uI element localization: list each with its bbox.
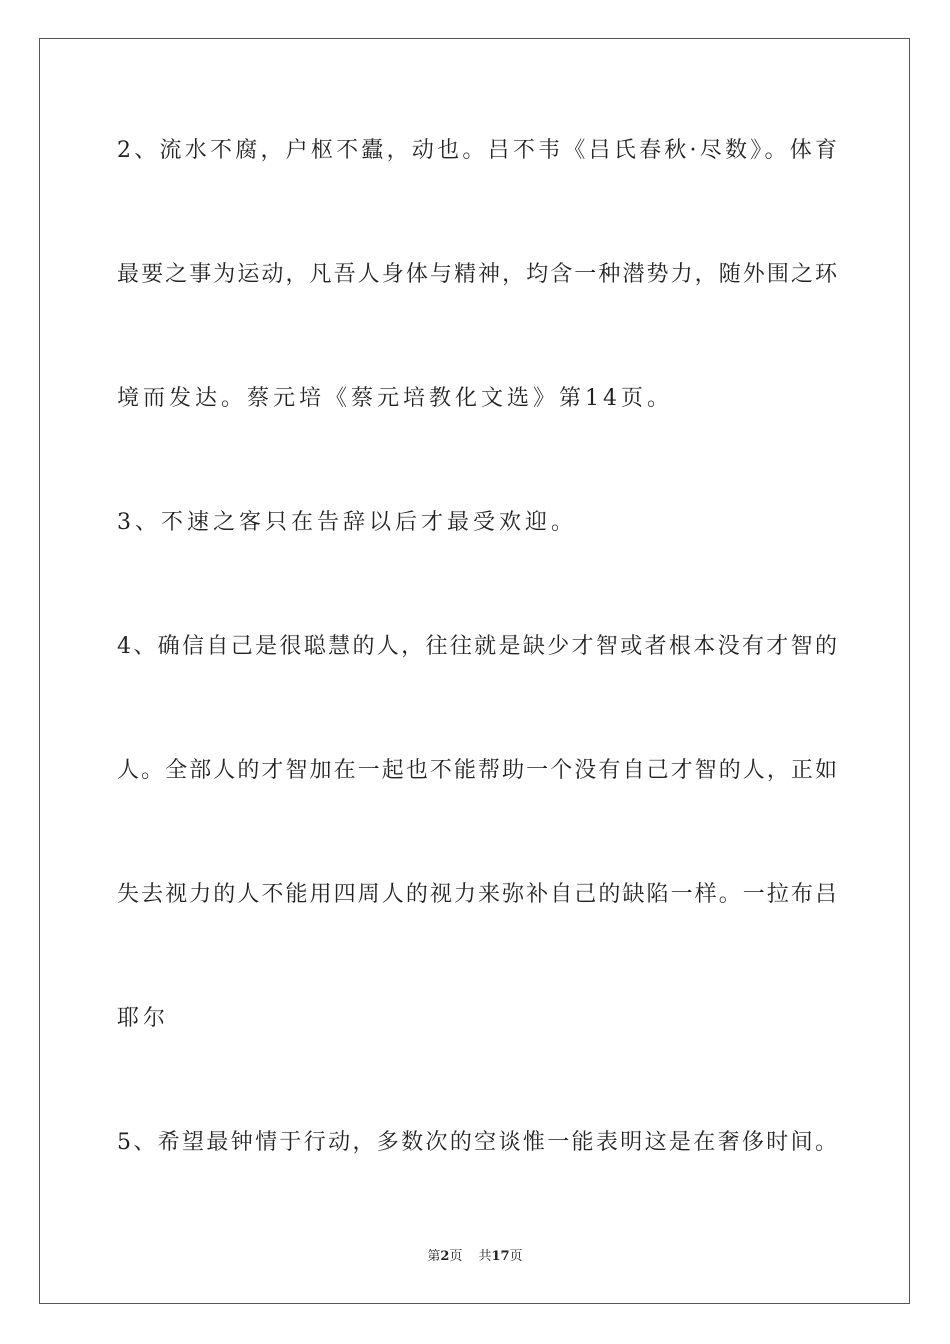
footer-total-prefix: 共 [478,1249,492,1264]
text-line-4: 3、不速之客只在告辞以后才最受欢迎。 [117,510,577,535]
text-line-1: 2、流水不腐，户枢不蠹，动也。吕不韦《吕氏春秋·尽数》。体育 [117,138,837,163]
text-line-6: 人。全部人的才智加在一起也不能帮助一个没有自己才智的人，正如 [117,758,837,783]
footer-page-suffix: 页 [449,1249,463,1264]
text-line-2: 最要之事为运动，凡吾人身体与精神，均含一种潜势力，随外围之环 [117,262,837,287]
text-line-3: 境而发达。蔡元培《蔡元培教化文选》第14页。 [117,386,673,411]
footer-total-suffix: 页 [509,1249,523,1264]
footer-page-number: 2 [440,1249,450,1264]
footer-page-prefix: 第 [427,1249,441,1264]
text-line-9: 5、希望最钟情于行动，多数次的空谈惟一能表明这是在奢侈时间。 [117,1130,837,1155]
page-footer [0,1245,950,1264]
footer-total-pages: 17 [491,1249,510,1264]
page-border [39,38,910,1304]
text-line-7: 失去视力的人不能用四周人的视力来弥补自己的缺陷一样。一拉布吕 [117,882,837,907]
text-line-5: 4、确信自己是很聪慧的人，往往就是缺少才智或者根本没有才智的 [117,634,837,659]
text-line-8: 耶尔 [117,1006,170,1031]
